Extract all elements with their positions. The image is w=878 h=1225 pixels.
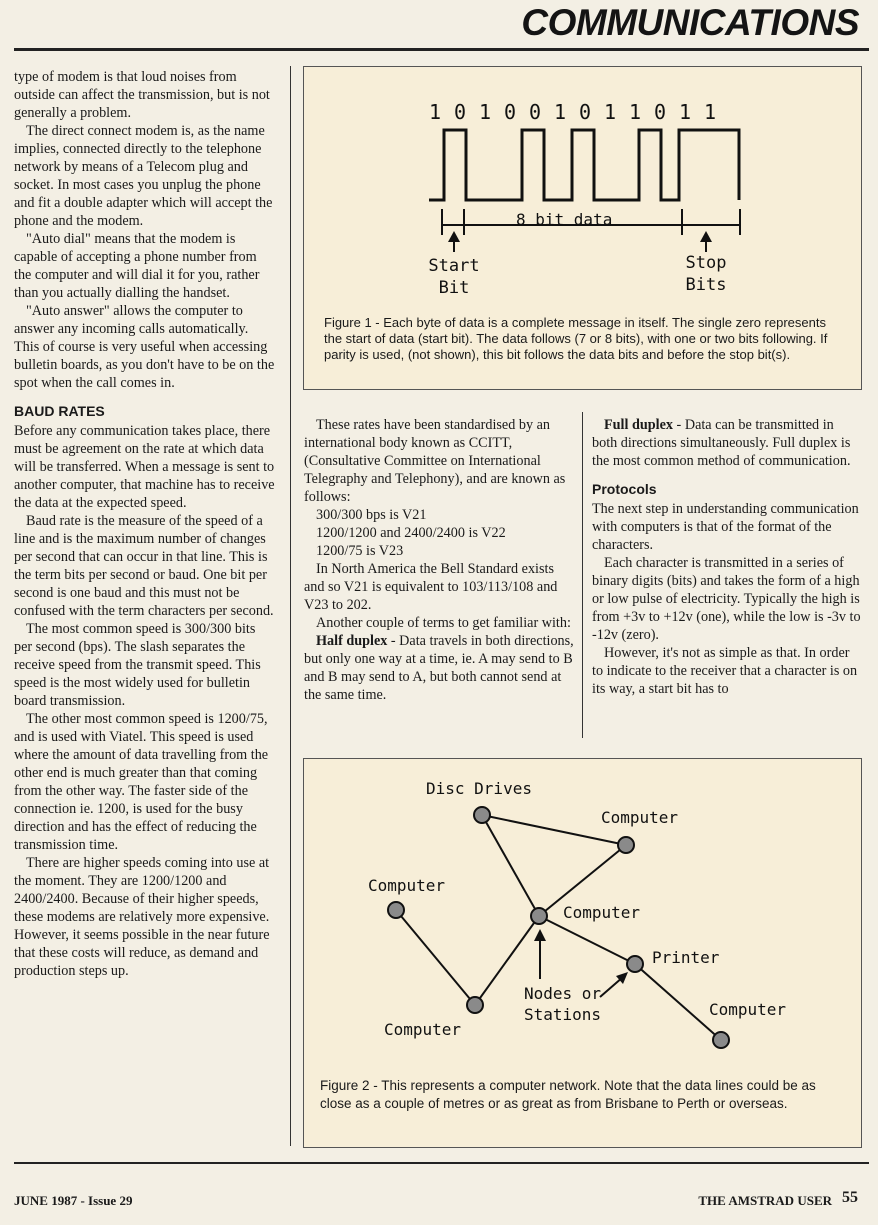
rate-line: 1200/1200 and 2400/2400 is V22 bbox=[316, 525, 506, 541]
page-number: 55 bbox=[842, 1189, 858, 1206]
protocols-heading: Protocols bbox=[592, 481, 657, 497]
page-header bbox=[14, 0, 869, 51]
node-computer bbox=[467, 997, 483, 1013]
start-label: Bit bbox=[438, 278, 470, 298]
start-arrow-head bbox=[448, 231, 460, 242]
figure-1 bbox=[303, 66, 862, 390]
footer-rule bbox=[14, 1162, 869, 1164]
printer-label: Printer bbox=[652, 948, 720, 967]
bit-label: 0 bbox=[504, 100, 517, 124]
bit-label: 1 bbox=[429, 100, 442, 124]
network-link bbox=[396, 910, 475, 1005]
disc-drives-label: Disc Drives bbox=[426, 779, 532, 798]
computer-label: Computer bbox=[709, 1000, 787, 1019]
paragraph: Each character is transmitted in a series of binary digits (bits) and takes the form of a high or low pulse of electricity. Typically the high is from +3v to +12v (one), while the low is -3v to -12v (zero). bbox=[592, 555, 861, 643]
term-text: - Data can be transmitted in both directions simultaneously. Full duplex is the most common method of communication. bbox=[592, 417, 851, 469]
paragraph: "Auto dial" means that the modem is capable of accepting a phone number from the computer and will dial it for you, rather than you actually dialling the handset. bbox=[14, 231, 260, 301]
column-divider bbox=[290, 66, 291, 1146]
right-column bbox=[592, 416, 862, 698]
middle-column bbox=[304, 416, 574, 704]
node-computer bbox=[713, 1032, 729, 1048]
start-label: Start bbox=[428, 256, 480, 276]
paragraph: Before any communication takes place, there must be agreement on the rate at which data will be transferred. When a message is sent to another computer, that machine has to receive the data at the expected speed. bbox=[14, 423, 275, 511]
node-computer bbox=[618, 837, 634, 853]
left-column bbox=[14, 68, 276, 980]
rate-line: 1200/75 is V23 bbox=[316, 543, 404, 559]
baud-rates-heading: BAUD RATES bbox=[14, 403, 105, 419]
paragraph: Another couple of terms to get familiar with: bbox=[316, 615, 571, 631]
bit-label: 1 bbox=[704, 100, 717, 124]
paragraph bbox=[304, 632, 574, 704]
paragraph: Baud rate is the measure of the speed of a line and is the maximum number of changes per second that can occur in that line. This is the term bits per second or baud. One bit per second is one baud and this must not be confused with the term characters per second. bbox=[14, 513, 274, 619]
network-link bbox=[539, 916, 635, 964]
column-divider bbox=[582, 412, 583, 738]
computer-label: Computer bbox=[563, 903, 641, 922]
network-link bbox=[482, 815, 539, 916]
figure-2 bbox=[303, 758, 862, 1148]
computer-label: Computer bbox=[601, 808, 679, 827]
section-title: COMMUNICATIONS bbox=[521, 2, 859, 43]
paragraph: The other most common speed is 1200/75, and is used with Viatel. This speed is used where the amount of data travelling from the other end is much greater than that coming from the other way. The faster side of the connection ie. 1200, is used for the busy direction and has the effect of reducing the transmission time. bbox=[14, 711, 269, 853]
bit-label: 1 bbox=[604, 100, 617, 124]
bit-label: 0 bbox=[579, 100, 592, 124]
computer-label: Computer bbox=[384, 1020, 462, 1039]
figure-1-caption: Figure 1 - Each byte of data is a complete message in itself. The single zero represents the start of data (start bit). The data follows (7 or 8 bits), with one or two bits following. If parity is used, (not shown), this bit follows the data bits and before the stop bit(s). bbox=[324, 315, 828, 362]
node-computer bbox=[388, 902, 404, 918]
bit-label: 0 bbox=[529, 100, 542, 124]
paragraph: The direct connect modem is, as the name implies, connected directly to the telephone network by means of a Telecom plug and socket. In most cases you unplug the phone and fit a double adapter which will accept the phone and the modem. bbox=[14, 123, 273, 229]
nodes-label: Nodes or bbox=[524, 984, 602, 1003]
node-printer bbox=[627, 956, 643, 972]
node-disc-drives bbox=[474, 807, 490, 823]
stop-label: Stop bbox=[685, 253, 727, 273]
stop-label: Bits bbox=[685, 275, 727, 295]
signal-waveform bbox=[429, 130, 739, 200]
data-span-label: 8 bit data bbox=[516, 210, 613, 229]
paragraph bbox=[592, 416, 862, 470]
paragraph: However, it's not as simple as that. In order to indicate to the receiver that a character is on its way, a start bit has to bbox=[592, 645, 858, 697]
paragraph: The next step in understanding communication with computers is that of the format of the characters. bbox=[592, 501, 859, 553]
bit-label: 0 bbox=[454, 100, 467, 124]
nodes-label: Stations bbox=[524, 1005, 602, 1024]
rate-line: 300/300 bps is V21 bbox=[316, 507, 427, 523]
bit-label: 1 bbox=[479, 100, 492, 124]
bit-label: 0 bbox=[654, 100, 667, 124]
computer-label: Computer bbox=[368, 876, 446, 895]
paragraph: type of modem is that loud noises from outside can affect the transmission, but is not generally a problem. bbox=[14, 69, 270, 121]
stop-arrow-head bbox=[700, 231, 712, 242]
paragraph: "Auto answer" allows the computer to answer any incoming calls automatically. This of course is very useful when accessing bulletin boards, as you don't have to be on the spot when the call comes in. bbox=[14, 303, 275, 391]
bit-label: 1 bbox=[554, 100, 567, 124]
bit-label: 1 bbox=[679, 100, 692, 124]
term-label: Half duplex bbox=[316, 633, 388, 649]
paragraph: These rates have been standardised by an international body known as CCITT, (Consultative Committee on International Telegraphy and Telephony), and are known as follows: bbox=[304, 417, 566, 505]
node-computer bbox=[531, 908, 547, 924]
term-text: - Data travels in both directions, but only one way at a time, ie. A may send to B and B may send to A, but both cannot send at the same time. bbox=[304, 633, 574, 703]
paragraph: There are higher speeds coming into use at the moment. They are 1200/1200 and 2400/2400. Because of their higher speeds, these modems are relatively more expensive. However, it seems possible in the near future that these costs will reduce, as demand and production steps up. bbox=[14, 855, 270, 979]
figure-2-caption: Figure 2 - This represents a computer network. Note that the data lines could be as close as a couple of metres or as great as from Brisbane to Perth or overseas. bbox=[320, 1078, 816, 1111]
bit-label: 1 bbox=[629, 100, 642, 124]
issue-date: JUNE 1987 - Issue 29 bbox=[14, 1193, 133, 1208]
magazine-name: THE AMSTRAD USER bbox=[698, 1193, 832, 1208]
paragraph: In North America the Bell Standard exists and so V21 is equivalent to 103/113/108 and V23 to 202. bbox=[304, 561, 558, 613]
paragraph: The most common speed is 300/300 bits per second (bps). The slash separates the receive speed from the transmit speed. This speed is the most widely used for bulletin board transmission. bbox=[14, 621, 261, 709]
term-label: Full duplex bbox=[604, 417, 673, 433]
pointer-arrow-head bbox=[534, 929, 546, 941]
